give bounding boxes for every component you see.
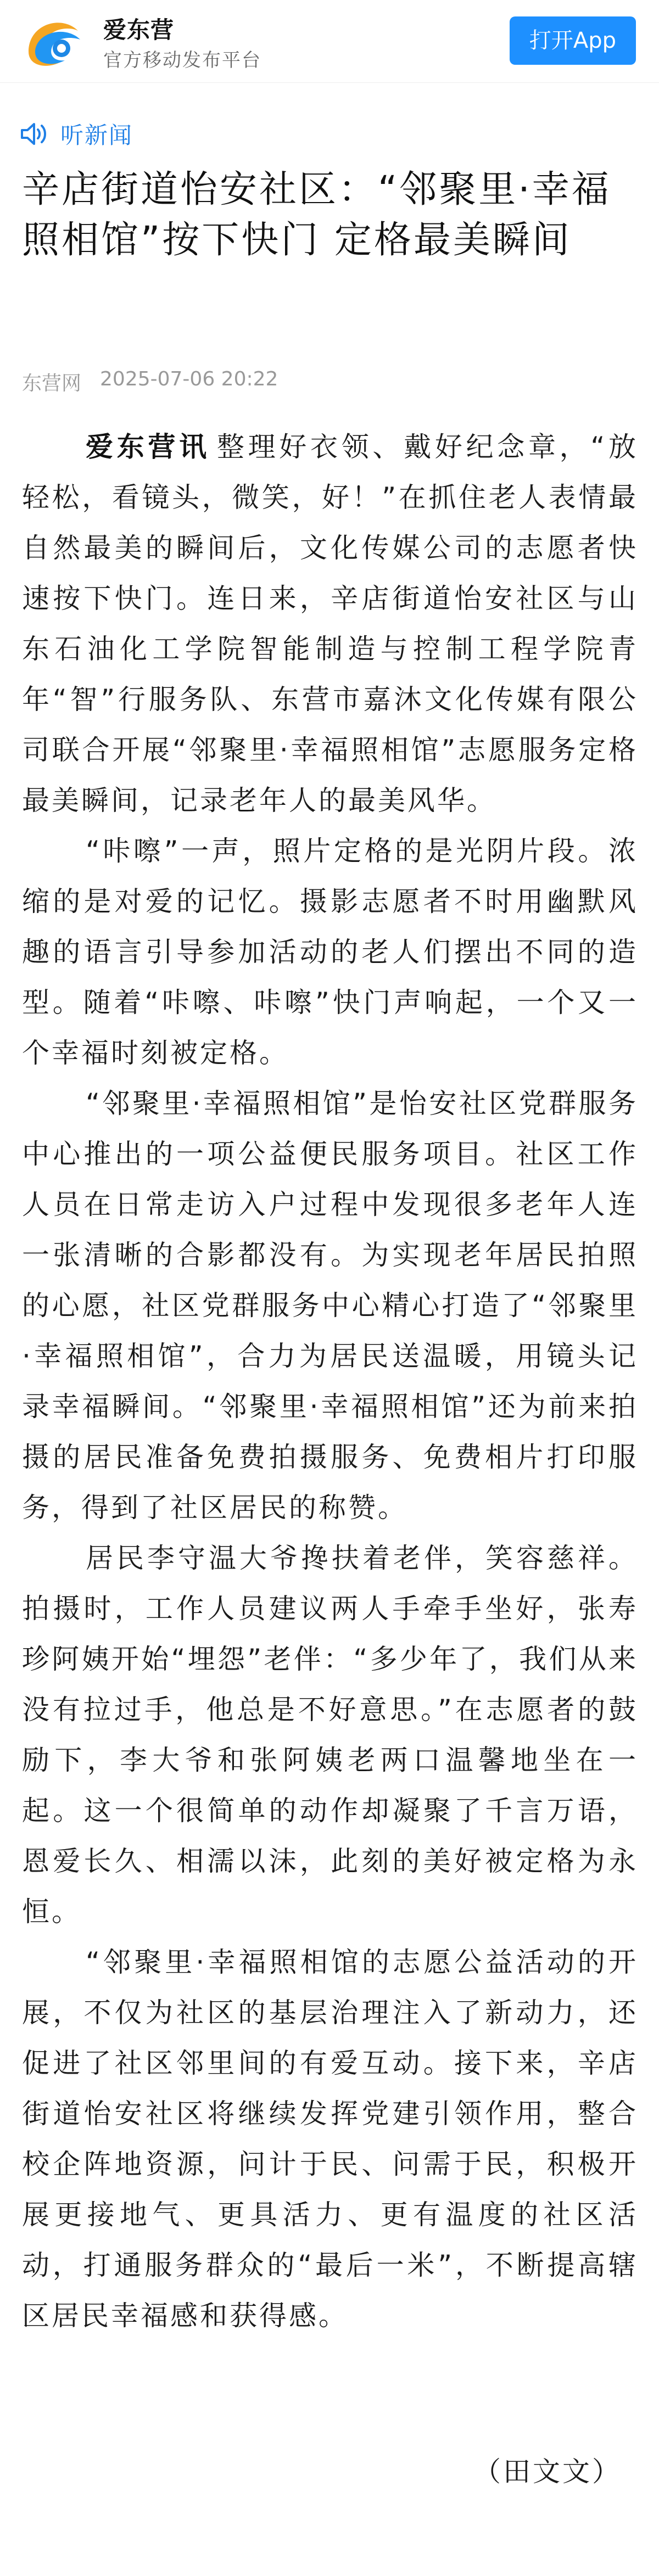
article-meta	[22, 368, 278, 396]
article-body	[22, 422, 638, 2341]
app-header	[0, 0, 659, 83]
article-author: （田文文）	[473, 2456, 622, 2488]
article-paragraph: “邻聚里·幸福照相馆的志愿公益活动的开展，不仅为社区的基层治理注入了新动力，还促进了社区邻里间的有爱互动。接下来，辛店街道怡安社区将继续发挥党建引领作用，整合校企阵地资源，问计于民、问需于民，积极开展更接地气、更具活力、更有温度的社区活动，打通服务群众的“最后一米”，不断提高辖区居民幸福感和获得感。	[22, 1946, 638, 2332]
article-paragraph: 居民李守温大爷搀扶着老伴，笑容慈祥。拍摄时，工作人员建议两人手牵手坐好，张寿珍阿姨开始“埋怨”老伴：“多少年了，我们从来没有拉过手，他总是不好意思。”在志愿者的鼓励下，李大爷和张阿姨老两口温馨地坐在一起。这一个很简单的动作却凝聚了千言万语，恩爱长久、相濡以沫，此刻的美好被定格为永恒。	[22, 1542, 638, 1928]
app-subtitle: 官方移动发布平台	[103, 49, 261, 71]
open-app-button[interactable]: 打开App	[510, 16, 636, 65]
article-lead: 爱东营讯	[86, 431, 210, 463]
article-date: 2025-07-06 20:22	[100, 368, 278, 390]
article-title: 辛店街道怡安社区：“邻聚里·幸福照相馆”按下快门 定格最美瞬间	[22, 168, 611, 262]
article-paragraph: “咔嚓”一声，照片定格的是光阴片段。浓缩的是对爱的记忆。摄影志愿者不时用幽默风趣的语言引导参加活动的老人们摆出不同的造型。随着“咔嚓、咔嚓”快门声响起，一个又一个幸福时刻被定格。	[22, 835, 638, 1069]
article-paragraph: “邻聚里·幸福照相馆”是怡安社区党群服务中心推出的一项公益便民服务项目。社区工作人员在日常走访入户过程中发现很多老年人连一张清晰的合影都没有。为实现老年居民拍照的心愿，社区党群服务中心精心打造了“邻聚里·幸福照相馆”，合力为居民送温暖，用镜头记录幸福瞬间。“邻聚里·幸福照相馆”还为前来拍摄的居民准备免费拍摄服务、免费相片打印服务，得到了社区居民的称赞。	[22, 1088, 638, 1524]
article-source: 东营网	[22, 372, 82, 395]
app-name: 爱东营	[103, 16, 175, 43]
speaker-icon	[20, 121, 51, 147]
listen-news-label: 听新闻	[60, 122, 133, 149]
listen-news-button[interactable]	[20, 117, 133, 150]
aidongying-logo-icon[interactable]	[23, 12, 86, 70]
article-paragraph	[22, 422, 638, 826]
article-paragraph-text: 整理好衣领、戴好纪念章，“放轻松，看镜头，微笑，好！”在抓住老人表情最自然最美的瞬间后，文化传媒公司的志愿者快速按下快门。连日来，辛店街道怡安社区与山东石油化工学院智能制造与控制工程学院青年“智”行服务队、东营市嘉沐文化传媒有限公司联合开展“邻聚里·幸福照相馆”志愿服务定格最美瞬间，记录老年人的最美风华。	[22, 431, 639, 816]
